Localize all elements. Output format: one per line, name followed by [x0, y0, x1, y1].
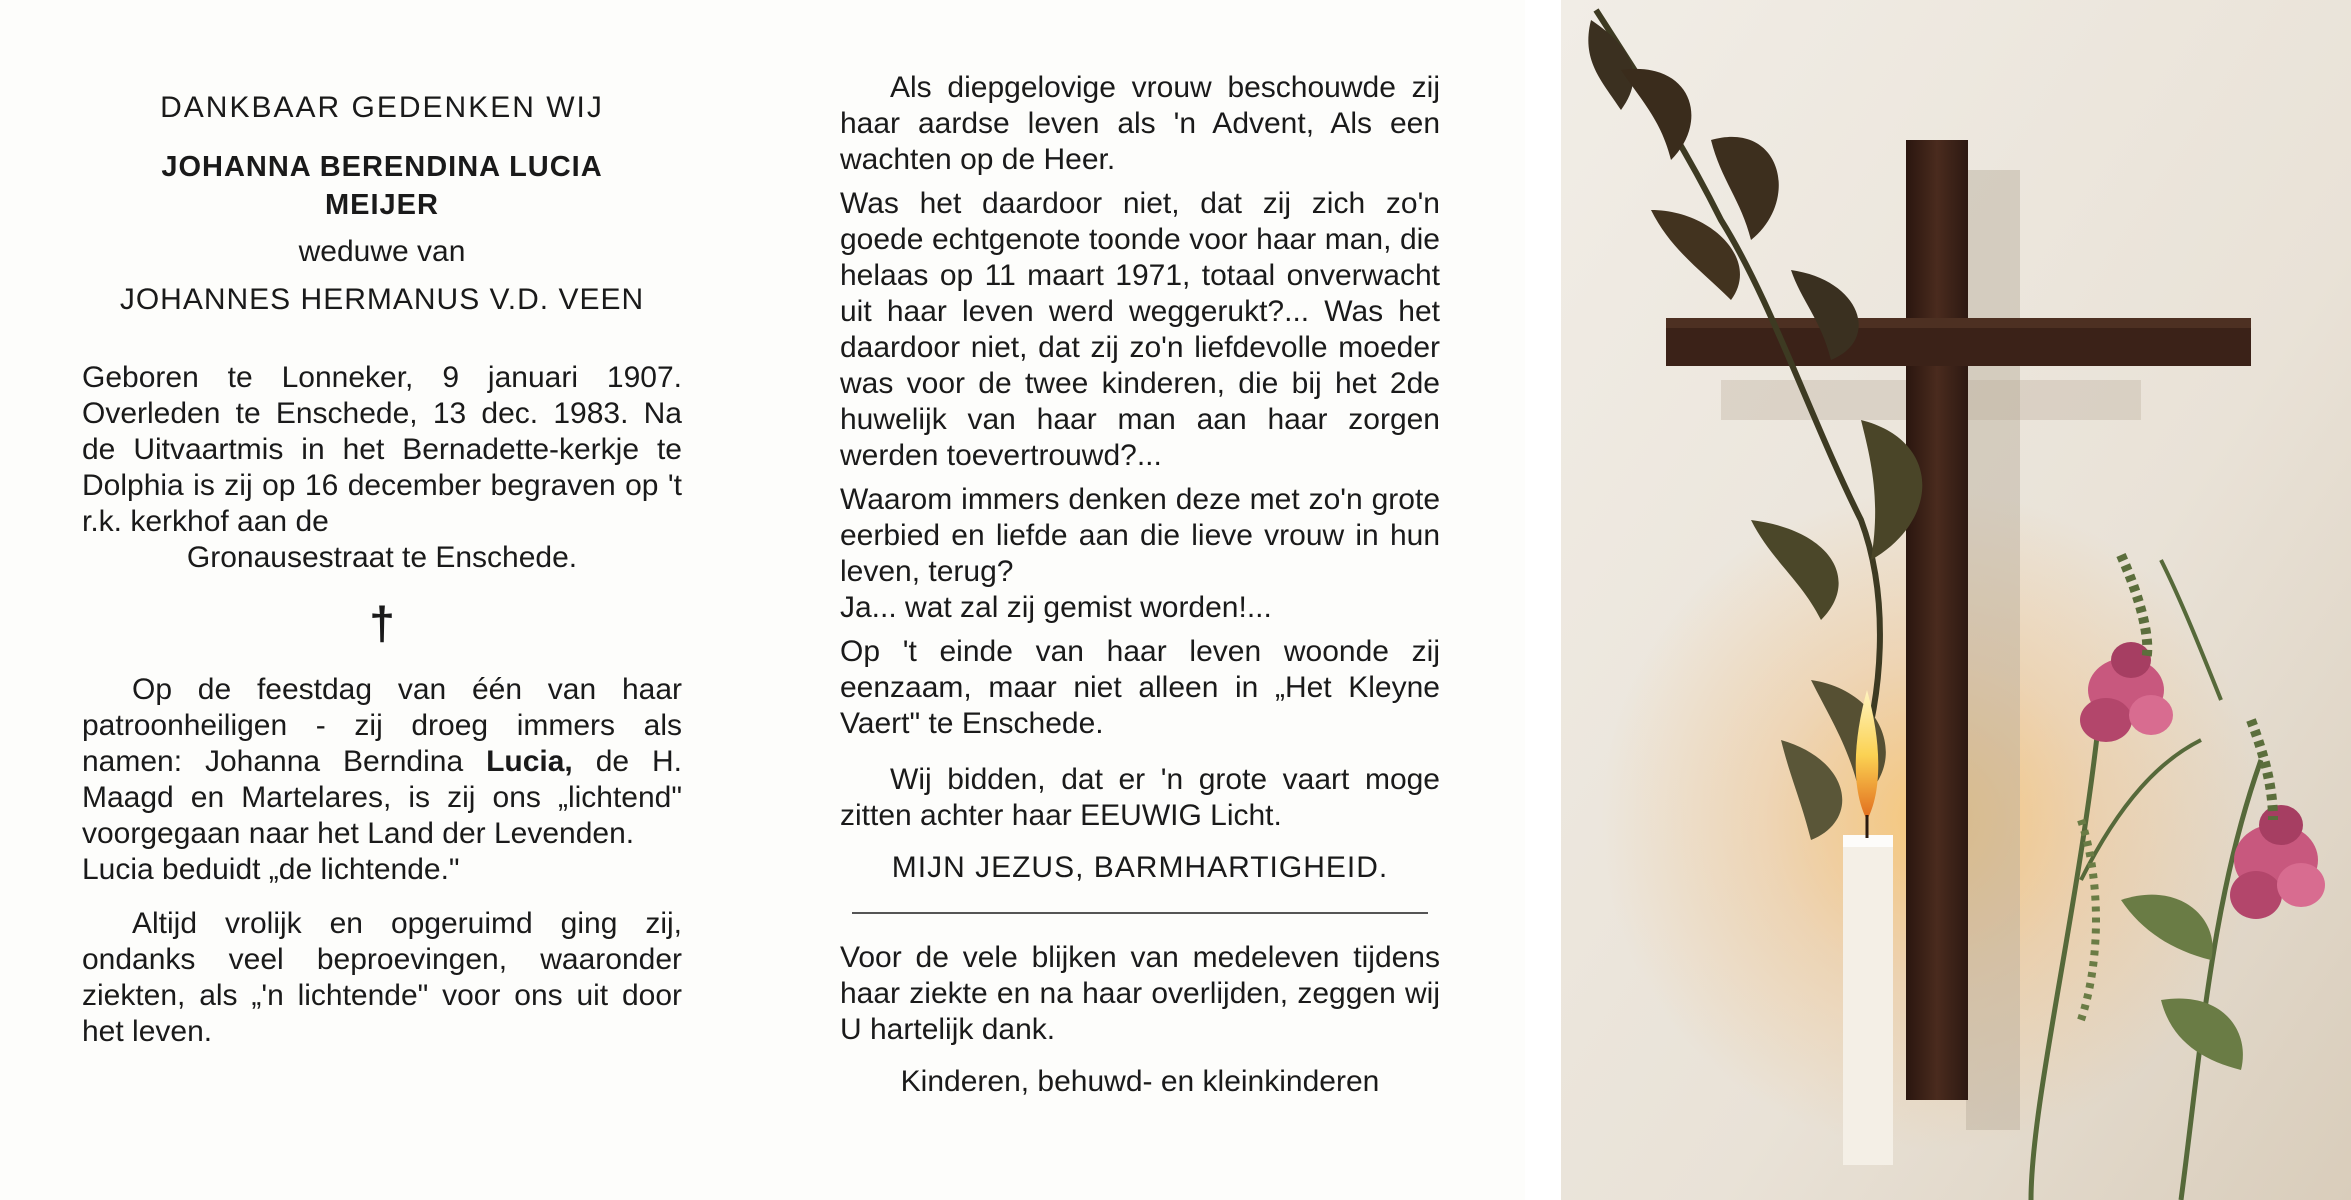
lucia-meaning: Lucia beduidt „de lichtende."	[82, 853, 460, 886]
feast-paragraph	[82, 672, 682, 852]
feast-bold-name: Lucia,	[486, 745, 573, 778]
cross-vertical-beam	[1906, 140, 1968, 1100]
separator-line	[852, 912, 1428, 914]
deceased-name-line2: MEIJER	[325, 189, 439, 221]
cross-shadow-vertical	[1966, 170, 2020, 1130]
card-divider	[1525, 0, 1561, 1200]
biography: Geboren te Lonneker, 9 januari 1907. Overleden te Enschede, 13 dec. 1983. Na de Uitvaartmis in het Bernadette-kerkje te Dolphia is zij op 16 december begraven op 't r.k. kerkhof aan de	[82, 361, 682, 538]
cross-candle-illustration	[1561, 0, 2351, 1200]
heading: DANKBAAR GEDENKEN WIJ	[160, 91, 604, 124]
cheerful-paragraph: Altijd vrolijk en opgeruimd ging zij, ondanks veel beproevingen, waaronder ziekten, als „'n lichtende" voor ons uit door het leven.	[82, 907, 682, 1048]
biography-last-line: Gronausestraat te Enschede.	[186, 541, 578, 574]
cross-icon: †	[369, 597, 395, 649]
right-column	[840, 70, 1440, 1100]
husband-name: JOHANNES HERMANUS V.D. VEEN	[119, 283, 645, 316]
paragraph-residence: Op 't einde van haar leven woonde zij eenzaam, maar niet alleen in „Het Kleyne Vaert" te Enschede.	[840, 635, 1440, 740]
prayer: Wij bidden, dat er 'n grote vaart moge zitten achter haar EEUWIG Licht.	[840, 763, 1440, 832]
feast-text-a: Op de feestdag van één van haar patroonheiligen - zij droeg immers als namen: Johanna Berndina	[82, 673, 682, 778]
feast-text-b: de H. Maagd en Martelares, is zij ons „lichtend" voorgegaan naar het Land der Levenden.	[82, 745, 682, 850]
deceased-name-line1: JOHANNA BERENDINA LUCIA	[161, 151, 603, 183]
paragraph-advent: Als diepgelovige vrouw beschouwde zij haar aardse leven als 'n Advent, Als een wachten op de Heer.	[840, 71, 1440, 176]
thanks-paragraph: Voor de vele blijken van medeleven tijdens haar ziekte en na haar overlijden, zeggen wij U hartelijk dank.	[840, 941, 1440, 1046]
cross-photo	[1561, 0, 2351, 1200]
paragraph-missed: Ja... wat zal zij gemist worden!...	[840, 591, 1272, 624]
motto: MIJN JEZUS, BARMHARTIGHEID.	[891, 851, 1389, 884]
widow-of-label: weduwe van	[298, 235, 466, 268]
paragraph-remembrance: Waarom immers denken deze met zo'n grote eerbied en liefde aan die lieve vrouw in hun leven, terug?	[840, 483, 1440, 588]
left-column	[82, 90, 682, 1050]
signature: Kinderen, behuwd- en kleinkinderen	[900, 1065, 1380, 1098]
candle	[1843, 835, 1893, 1165]
paragraph-spouse-mother: Was het daardoor niet, dat zij zich zo'n goede echtgenote toonde voor haar man, die helaas op 11 maart 1971, totaal onverwacht uit haar leven werd weggerukt?... Was het daardoor niet, dat zij zo'n liefdevolle moeder was voor de twee kinderen, die bij het 2de huwelijk van haar man aan haar zorgen werden toevertrouwd?...	[840, 187, 1440, 472]
